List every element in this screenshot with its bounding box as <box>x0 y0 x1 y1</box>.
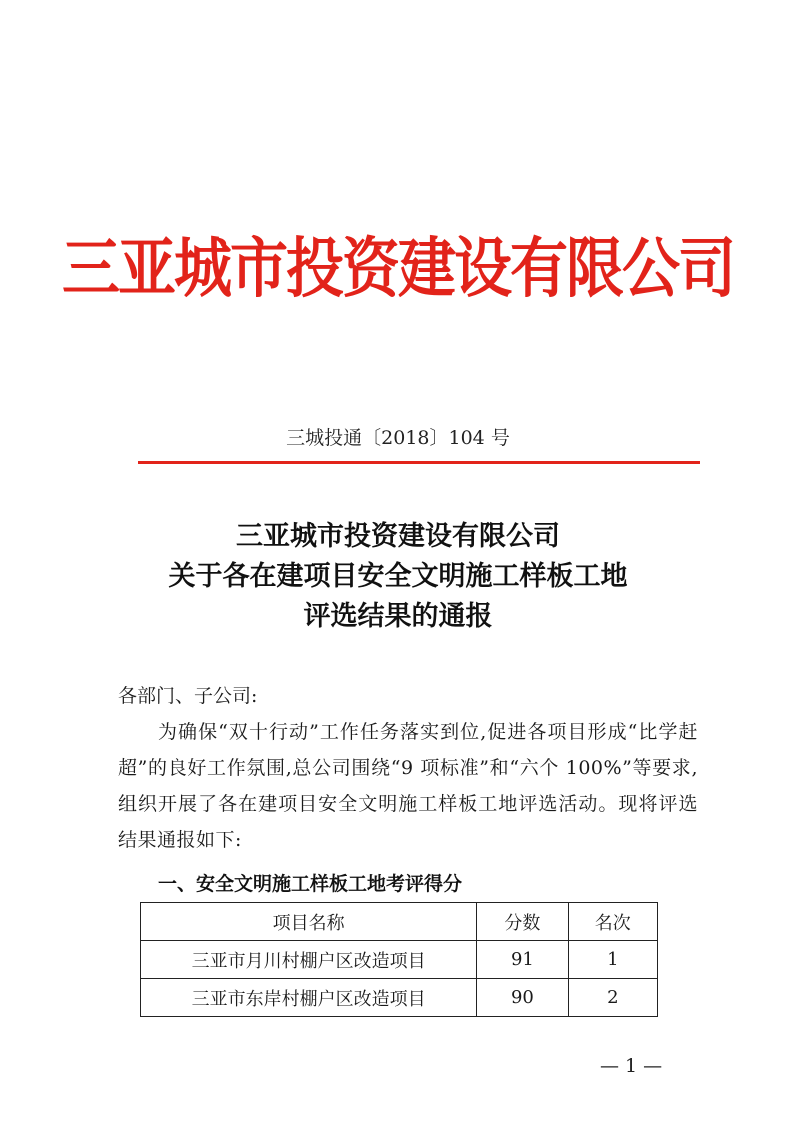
header-project-name: 项目名称 <box>141 903 477 941</box>
table-header-row <box>141 903 658 941</box>
header-score: 分数 <box>477 903 568 941</box>
cell-score: 90 <box>477 979 568 1017</box>
cell-project-name: 三亚市东岸村棚户区改造项目 <box>141 979 477 1017</box>
document-number: 三城投通〔2018〕104 号 <box>286 427 510 449</box>
cell-score: 91 <box>477 941 568 979</box>
title-line-3: 评选结果的通报 <box>303 601 493 632</box>
table-row <box>141 941 658 979</box>
cell-project-name: 三亚市月川村棚户区改造项目 <box>141 941 477 979</box>
table-row <box>141 979 658 1017</box>
document-title <box>0 517 796 637</box>
cell-rank: 2 <box>568 979 657 1017</box>
red-divider-rule <box>138 461 700 464</box>
page-number: — 1 — <box>600 1055 663 1077</box>
section-heading-scores: 一、安全文明施工样板工地考评得分 <box>158 873 463 895</box>
score-table <box>140 902 658 1017</box>
title-line-1: 三亚城市投资建设有限公司 <box>236 521 560 552</box>
header-rank: 名次 <box>568 903 657 941</box>
body-paragraph: 为确保“双十行动”工作任务落实到位,促进各项目形成“比学赶超”的良好工作氛围,总公司围绕“9 项标准”和“六个 100%”等要求,组织开展了各在建项目安全文明施工样板工地评选活动。现将评选结果通报如下: <box>118 721 698 851</box>
title-line-2: 关于各在建项目安全文明施工样板工地 <box>168 561 628 592</box>
cell-rank: 1 <box>568 941 657 979</box>
salutation: 各部门、子公司: <box>118 685 258 707</box>
company-masthead: 三亚城市投资建设有限公司 <box>61 229 734 307</box>
